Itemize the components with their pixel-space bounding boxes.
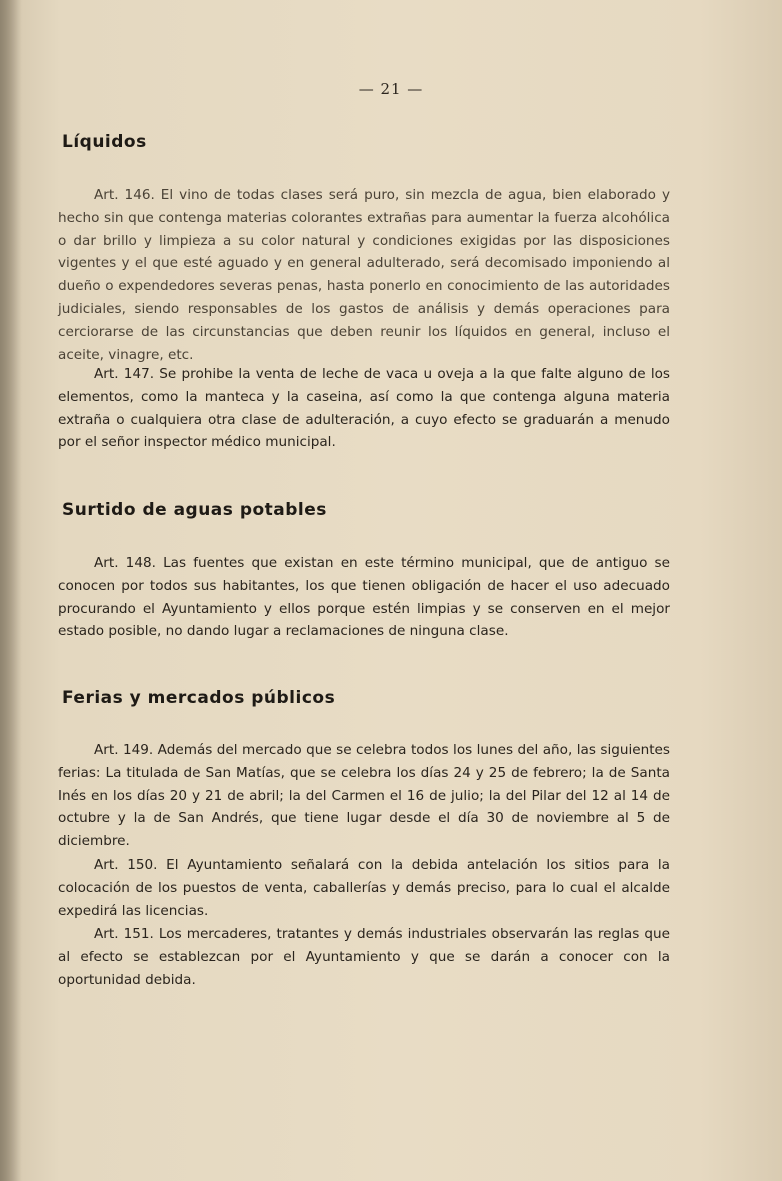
- article-150: Art. 150. El Ayuntamiento señalará con la debida antelación los sitios para la colocación de los puestos de venta, caballerías y demás preciso, para lo cual el alcalde expedirá las licencias.: [58, 857, 670, 919]
- section-heading-liquidos: Líquidos: [62, 132, 147, 152]
- page-number: — 21 —: [358, 80, 424, 98]
- section-heading-aguas-potables: Surtido de aguas potables: [62, 500, 327, 520]
- article-147: Art. 147. Se prohibe la venta de leche de vaca u oveja a la que falte alguno de los elementos, como la manteca y la caseina, así como la que contenga alguna materia extraña o cualquiera otra clase de adulteración, a cuyo efecto se graduarán a menudo por el señor inspector médico municipal.: [58, 366, 670, 451]
- article-146: Art. 146. El vino de todas clases será puro, sin mezcla de agua, bien elaborado y hecho sin que contenga materias colorantes extrañas para aumentar la fuerza alcohólica o dar brillo y limpieza a su color natural y condiciones exigidas por las disposiciones vigentes y el que esté aguado y en general adulterado, será decomisado imponiendo al dueño o expendedores severas penas, hasta ponerlo en conocimiento de las autoridades judiciales, siendo responsables de los gastos de análisis y demás operaciones para cerciorarse de las circunstancias que deben reunir los líquidos en general, incluso el aceite, vinagre, etc.: [58, 187, 670, 363]
- article-151: Art. 151. Los mercaderes, tratantes y demás industriales observarán las reglas que al efecto se establezcan por el Ayuntamiento y que se darán a conocer con la oportunidad debida.: [58, 926, 670, 988]
- article-149: Art. 149. Además del mercado que se celebra todos los lunes del año, las siguientes ferias: La titulada de San Matías, que se celebra los días 24 y 25 de febrero; la de Santa Inés en los días 20 y 21 de abril; la del Carmen el 16 de julio; la del Pilar del 12 al 14 de octubre y la de San Andrés, que tiene lugar desde el día 30 de noviembre al 5 de diciembre.: [58, 742, 670, 850]
- article-148: Art. 148. Las fuentes que existan en este término municipal, que de antiguo se conocen por todos sus habitantes, los que tienen obligación de hacer el uso adecuado procurando el Ayuntamiento y ellos porque estén limpias y se conserven en el mejor estado posible, no dando lugar a reclamaciones de ninguna clase.: [58, 555, 670, 640]
- section-heading-ferias-mercados: Ferias y mercados públicos: [62, 688, 336, 708]
